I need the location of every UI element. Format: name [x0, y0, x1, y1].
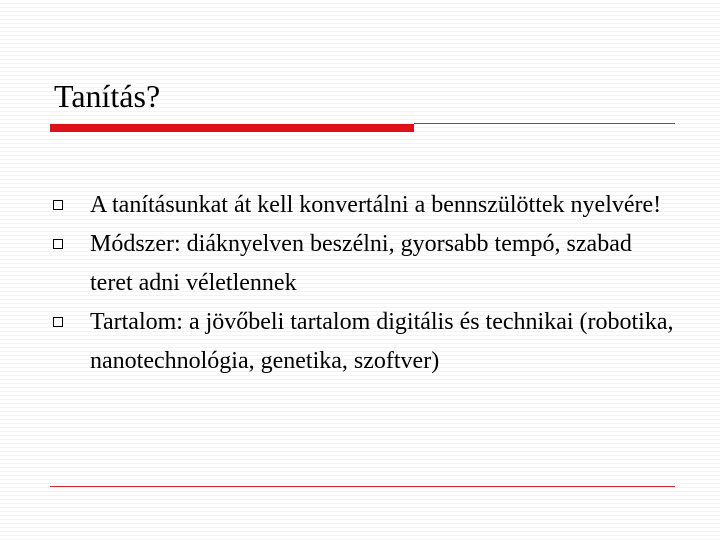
slide-title: Tanítás?: [54, 78, 161, 114]
hollow-square-icon: [53, 317, 63, 327]
footer-divider: [50, 486, 675, 487]
bullet-item: [48, 186, 678, 225]
hollow-square-icon: [53, 200, 63, 210]
title-underline-accent: [50, 124, 414, 132]
bullet-item: [48, 225, 678, 303]
title-underline-thin: [414, 123, 675, 124]
bullet-text: A tanításunkat át kell konvertálni a bennszülöttek nyelvére!: [90, 192, 662, 218]
bullet-item: [48, 303, 678, 381]
bullet-text: Tartalom: a jövőbeli tartalom digitális és technikai (robotika, nanotechnológia, genetika, szoftver): [90, 309, 674, 374]
bullet-text: Módszer: diáknyelven beszélni, gyorsabb tempó, szabad teret adni véletlennek: [90, 231, 632, 296]
bullet-list: [48, 186, 678, 381]
hollow-square-icon: [53, 239, 63, 249]
